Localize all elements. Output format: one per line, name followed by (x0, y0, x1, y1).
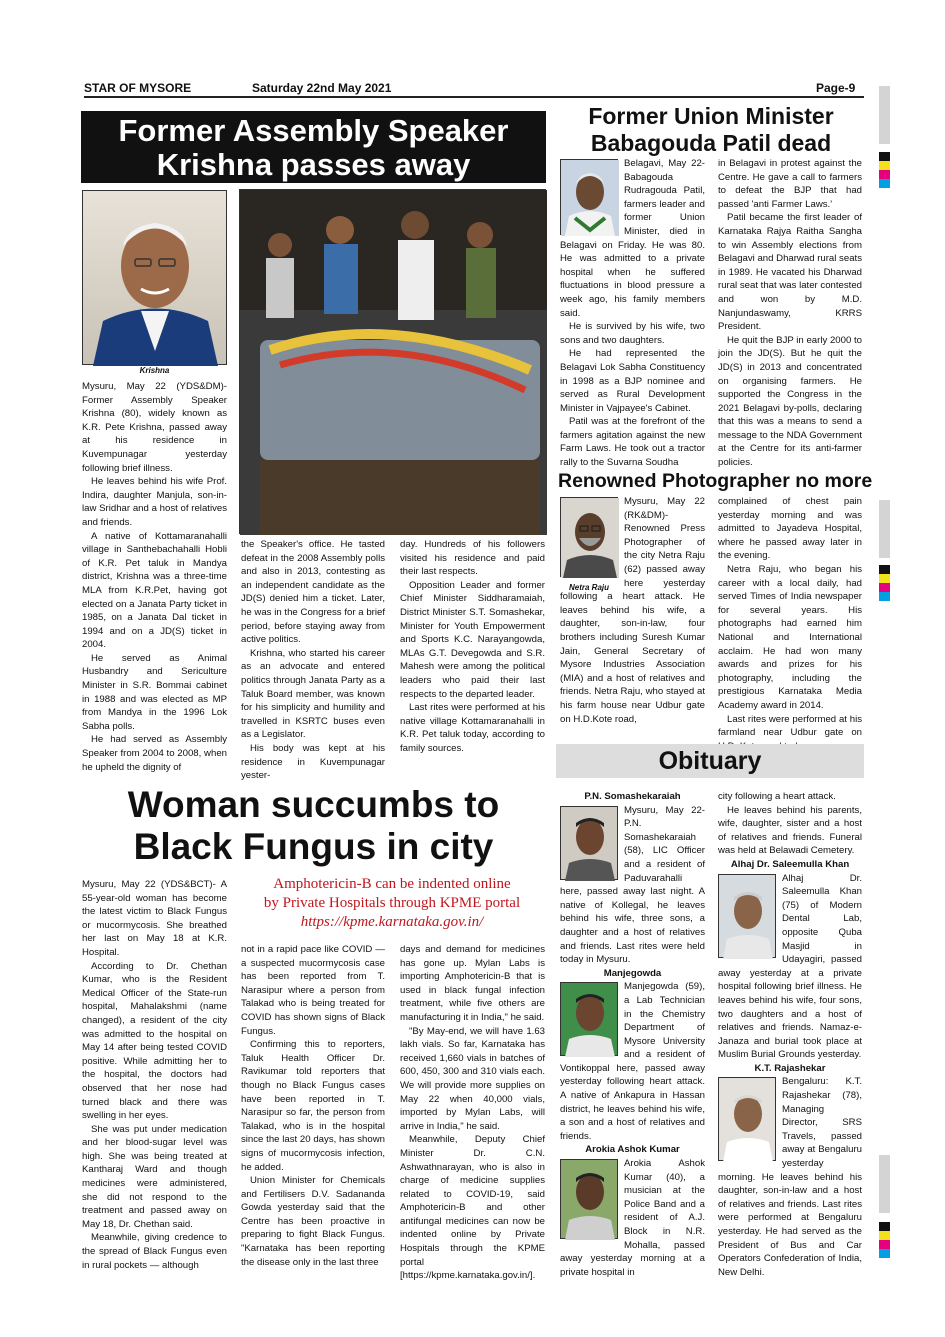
krishna-c1-p5: He had served as Assembly Speaker from 2004 to 2008, when he upheld the dignity of (82, 734, 227, 773)
patil-c2-p1: in Belagavi in protest against the Centre. He gave a call to farmers to defeat the BJP that had passed 'anti Farmer Laws.' (718, 158, 862, 210)
obit-photo-rajashekar (718, 1077, 776, 1161)
patil-portrait-illustration (561, 160, 619, 236)
fungus-callout-line1: Amphotericin-B can be indented online (273, 876, 511, 892)
fungus-c3-p1: days and demand for medicines has gone up. Mylan Labs is importing Amphotericin-B that is used in black fungal infection treatment, while five others are manufacturing it in India," he said. (400, 944, 545, 1023)
krishna-column-2 (241, 538, 385, 782)
raju-c1-p1: Mysuru, May 22 (RK&DM)- Renowned Press Photographer of the city Netra Raju (62) passed away here yesterday following a heart attack. He leaves behind his wife, a daughter, son-in-law, four brothers including Suresh Kumar Jain, General Secretary of Mysore Industries Association (MIA) and a host of relatives and friends. Netra Raju, who stayed at his farm house near Udbur gate on H.D.Kote road, (560, 496, 705, 725)
obit-photo-saleemulla-art (719, 875, 777, 959)
patil-portrait (560, 159, 618, 235)
raju-c2-p1: complained of chest pain yesterday morning and was admitted to Jayadeva Hospital, where he passed away later in the evening. (718, 496, 862, 562)
fungus-c1-p1: Mysuru, May 22 (YDS&BCT)- A 55-year-old woman has become the latest victim to Black Fungus or mucormycosis. She breathed her last on May 18 at K.R. Hospital. (82, 879, 227, 958)
fungus-column-1 (82, 878, 227, 1270)
krishna-column-1 (82, 380, 227, 778)
fungus-column-2 (241, 943, 385, 1270)
fungus-c3-p3: Meanwhile, Deputy Chief Minister Dr. C.N. Ashwathnarayan, who is also in charge of medicine supplies related to COVID-19, said Amphotericin-B and other antifungal medicines can now be indented online by Private Hospitals through the KPME portal [https://kpme.karnataka.gov.in/]. (400, 1134, 545, 1282)
fungus-c1-p2: According to Dr. Chethan Kumar, who is the Resident Medical Officer of the State-run hospital, Mahalakshmi (name changed), a resident of the city was admitted to the hospital on May 14 after being tested COVID positive. While admitting her to the hospital, the doctors had observed that her nose had turned black and there was swelling in her eyes. (82, 960, 227, 1122)
raju-portrait (560, 497, 618, 592)
patil-headline (558, 103, 864, 157)
fungus-c2-p1: not in a rapid pace like COVID — a suspected mucormycosis case has been reported from T. Narasipur where a person from Talakad who is being treated for COVID has shown signs of Black Fungus. (241, 944, 385, 1037)
obit-photo-somashekaraiah (560, 806, 618, 880)
krishna-headline-banner (81, 111, 546, 183)
obit-text-manjegowda: Manjegowda (59), a Lab Technician in the Chemistry Department of Mysore University and a resident of Vontikoppal here, passed away yesterday following heart attack. A native of Ankapura in Hassan district, he leaves behind his wife, a son and a host of relatives and friends. (560, 981, 705, 1142)
obit-text-arokia-cont2: He leaves behind his parents, wife, daughter, sister and a host of relatives and friends. Funeral was held at Belawadi Cemetery. (718, 804, 862, 857)
obit-text-arokia: Arokia Ashok Kumar (40), a musician at the Police Band and a resident of A.J. Block in N.R. Mohalla, passed away yesterday morning at a private hospital in (560, 1158, 705, 1278)
obit-photo-somashekaraiah-art (561, 807, 619, 881)
obit-text-somashekaraiah: Mysuru, May 22- P.N. Somashekaraiah (58), LIC Officer and a resident of Paduvarahalli here, passed away last night. A native of Kollegal, he leaves behind his wife, three sons, a daughter and a host of relatives and friends. Last rites were held today in Mysuru. (560, 804, 705, 966)
patil-c1-lead: Belagavi, May 22- Babagouda Rudragouda Patil, farmers leader and former Union Minister, died in Belagavi on Friday. He was 80. He was admitted to a private hospital when he suffered fluctuations in blood pressure a week ago, his family members said. (560, 158, 705, 319)
obit-name-rajashekar: K.T. Rajashekar (754, 1062, 826, 1074)
fungus-c2-p3: Union Minister for Chemicals and Fertilisers D.V. Sadananda Gowda yesterday said that the Centre has been proactive in preparing to fight Black Fungus. "Karnataka has been reporting the disease only in the last three (241, 1175, 385, 1268)
color-registration-mark-3 (879, 1222, 890, 1258)
obit-name-saleemulla: Alhaj Dr. Saleemulla Khan (730, 858, 850, 870)
fungus-callout (237, 875, 547, 932)
fungus-headline-line2: Black Fungus in city (133, 826, 494, 867)
obit-name-manjegowda: Manjegowda (603, 967, 662, 979)
krishna-c1-p3: A native of Kottamaranahalli village in Santhebachahalli Hobli of K.R. Pet taluk in Mandya district, Krishna was a three-time MLA from K.R.Pet, having got elected on a Janata Party ticket in 1985, on a Janata Dal ticket in 1994 and on a JD(S) ticket in 2004. (82, 530, 227, 651)
obituary-title: Obituary (556, 744, 864, 778)
obit-text-arokia-cont: city following a heart attack. (718, 791, 836, 802)
patil-headline-line1: Former Union Minister (588, 103, 834, 129)
fungus-c3-p2: "By May-end, we will have 1.63 lakh vials. So far, Karnataka has received 1,660 vials in batches of 600, 450, 300 and 310 vials each. We will provide more supplies on May 22 when 40,000 vials, imported by Mylan Labs, will arrive in India," he said. (400, 1025, 545, 1132)
fungus-callout-line2: by Private Hospitals through KPME portal (263, 895, 521, 911)
fungus-column-3 (400, 943, 545, 1282)
krishna-c2-p1: the Speaker's office. He tasted defeat in the 2008 Assembly polls and also in 2013, contesting as an independent candidate as the JD(S) denied him a ticket. Later, he was in the Congress for a brief period, before staying away from active politics. (241, 539, 385, 646)
krishna-c2-p2: Krishna, who started his career as an advocate and entered politics through Janata Party as a Taluk Board member, was known for his simplicity and humility and travelled in KSRTC buses even as a Legislator. (241, 647, 385, 741)
obit-text-saleemulla: Alhaj Dr. Saleemulla Khan (75) of Modern Dental Lab, opposite Quba Masjid in Udayagiri, passed away yesterday at a private hospital following brief illness. He leaves behind his wife, four sons, two daughters and a host of relatives and friends. Namaz-e-Janaza and burial took place at Muslim Burial Grounds yesterday. (718, 872, 862, 1061)
obituary-column-2 (718, 790, 862, 1278)
krishna-c3-p1: day. Hundreds of his followers visited his residence and paid their last respects. (400, 539, 545, 578)
patil-c2-p3: He quit the BJP in early 2000 to join the JD(S). But he quit the JD(S) in 2013 and concentrated on organising farmers. He supported the Congress in the 2021 Belagavi by-polls, declaring that this was a means to send a message to the NDA Government at the Centre for its anti-farmer policies. (718, 334, 862, 469)
tribute-scene-illustration (240, 190, 547, 535)
obit-name-arokia: Arokia Ashok Kumar (585, 1144, 680, 1156)
obit-photo-manjegowda (560, 982, 618, 1056)
patil-c1-p3: He had represented the Belagavi Lok Sabha Constituency in 1998 as a BJP nominee and served as Rural Development Minister in Vajpayee's Cabinet. (560, 348, 705, 414)
obit-photo-arokia (560, 1159, 618, 1239)
margin-gray-bar-2 (879, 500, 890, 558)
raju-c2-p2: Netra Raju, who began his career with a local daily, had served Times of India newspaper for several years. His photographs had earned him National and International acclaim. He had won many awards and prizes for his photography, including the prestigious Karnataka Media Academy award in 2014. (718, 563, 862, 711)
krishna-c3-p2: Opposition Leader and former Chief Minister Siddharamaiah, District Minister S.T. Somashekar, Minister for Youth Empowerment and Sports K.C. Narayangowda, MLAs G.T. Devegowda and S.R. Mahesh were among the political leaders who paid their last respects to the departed leader. (400, 579, 545, 700)
krishna-headline-line1: Former Assembly Speaker (118, 113, 509, 148)
krishna-c2-p3: His body was kept at his residence in Kuvempunagar yester- (241, 742, 385, 782)
krishna-c1-p1: Mysuru, May 22 (YDS&DM)- Former Assembly Speaker Krishna (80), widely known as K.R. Pete Krishna, passed away at his residence in Kuvempunagar yesterday following brief illness. (82, 381, 227, 474)
page-number: Page-9 (816, 81, 856, 95)
raju-portrait-caption: Netra Raju (568, 582, 609, 592)
raju-headline: Renowned Photographer no more (558, 470, 873, 492)
obit-name-somashekaraiah: P.N. Somashekaraiah (584, 791, 681, 802)
patil-headline-line2: Babagouda Patil dead (590, 130, 832, 156)
obit-photo-arokia-art (561, 1160, 619, 1240)
krishna-c1-p4: He served as Animal Husbandry and Sericulture Minister in S.R. Bommai cabinet in 1988 and was elected as MP from Mandya in the 1996 Lok Sabha polls. (82, 652, 227, 732)
margin-gray-bar-3 (879, 1155, 890, 1213)
color-registration-mark-1 (879, 152, 890, 188)
krishna-c3-p3: Last rites were performed at his native village Kottamaranahalli in K.R. Pet taluk today, according to family sources. (400, 702, 545, 754)
margin-gray-bar-1 (879, 86, 890, 144)
patil-c1-p4: Patil was at the forefront of the farmers agitation against the new Farm Laws. He took out a tractor rally to the Suvarna Soudha (560, 416, 705, 469)
paper-name: STAR OF MYSORE (84, 81, 192, 95)
krishna-tribute-photo (239, 189, 546, 534)
issue-date: Saturday 22nd May 2021 (252, 81, 392, 95)
patil-c1-p2: He is survived by his wife, two sons and two daughters. (560, 321, 705, 346)
raju-portrait-illustration (561, 498, 619, 578)
fungus-headline-line1: Woman succumbs to (127, 784, 500, 825)
krishna-portrait-caption: Krishna (139, 366, 170, 375)
raju-c2-p3: Last rites were performed at his farmland near Udbur gate on (718, 713, 862, 739)
raju-column-1 (560, 495, 705, 738)
krishna-column-3 (400, 538, 545, 778)
patil-c2-p2: Patil became the first leader of Karnataka Rajya Raitha Sangha to win Assembly elections from Belagavi and Dharwad rural seats in 1989. He vacated his Dharwad rural seat that was later contested and won by M.D. Nanjundaswamy, KRRS President. (718, 212, 862, 333)
obituary-column-1 (560, 790, 705, 1278)
obit-photo-saleemulla (718, 874, 776, 958)
fungus-c1-p3: She was put under medication and her blood-sugar level was high. She was being treated at Kantharaj Ward and though medicines were administered, she did not respond to the treatment and passed away on May 18, Dr. Chethan said. (82, 1123, 227, 1230)
patil-column-1 (560, 157, 705, 469)
krishna-c1-p2: He leaves behind his wife Prof. Indira, daughter Manjula, son-in-law Sridhar and a host of relatives and friends. (82, 476, 227, 528)
fungus-headline (82, 784, 545, 868)
obit-photo-manjegowda-art (561, 983, 619, 1057)
raju-column-2 (718, 495, 862, 738)
header-rule (84, 96, 864, 98)
krishna-headline-line2: Krishna passes away (156, 147, 471, 182)
fungus-c2-p2: Confirming this to reporters, Taluk Health Officer Dr. Ravikumar told reporters that though no Black Fungus cases have been reported in T. Narasipur so far, the person from Talakad, who is in the hospital since the last 20 days, has shown signs of mucormycosis infection, he added. (241, 1039, 385, 1173)
fungus-c1-p4: Meanwhile, giving credence to the spread of Black Fungus even in rural pockets — although (82, 1232, 227, 1271)
krishna-portrait (82, 190, 227, 365)
obit-photo-rajashekar-art (719, 1078, 777, 1162)
color-registration-mark-2 (879, 565, 890, 601)
fungus-callout-link[interactable]: https://kpme.karnataka.gov.in/ (300, 914, 484, 930)
obit-text-rajashekar: Bengaluru: K.T. Rajashekar (78), Managing Director, SRS Travels, passed away at Bengaluru yesterday morning. He leaves behind his daughter, son-in-law and a host of relatives and friends. Last rites were performed at Bengaluru yesterday. He had served as the President of Bus and Car Operators Confederation of India, New Delhi. (718, 1076, 862, 1278)
patil-column-2 (718, 157, 862, 469)
krishna-portrait-illustration (83, 191, 228, 366)
